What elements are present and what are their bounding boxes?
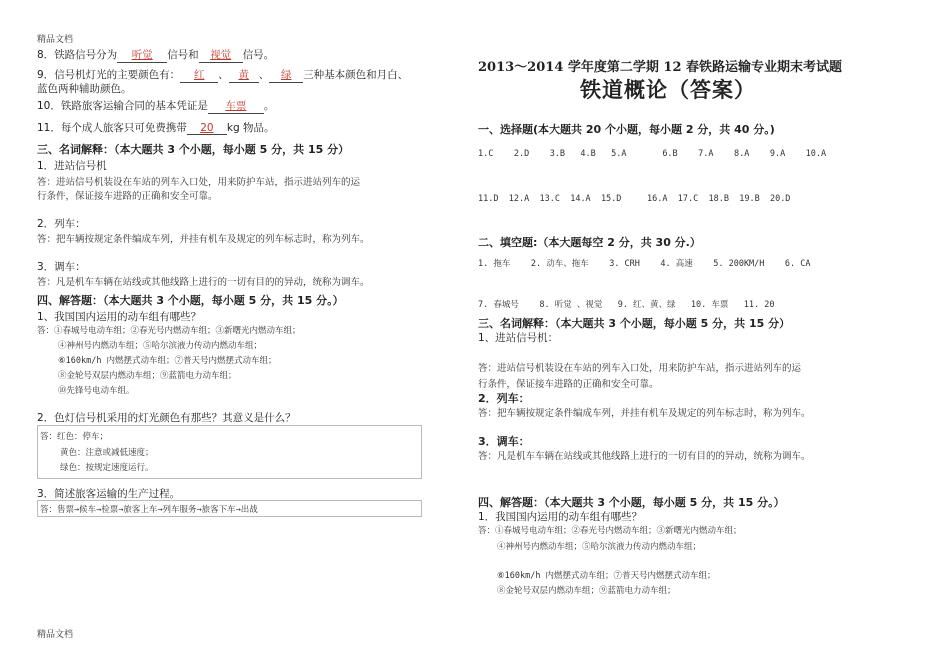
left-term-3-title: 3．调车： xyxy=(37,261,86,273)
q11-number: 11． xyxy=(37,122,61,134)
q8-text: 铁路信号分为 xyxy=(54,49,118,61)
left-solve-1-line: ④神州号内燃动车组；⑤哈尔滨液力传动内燃动车组； xyxy=(58,341,263,351)
right-solve-1-line: ④神州号内燃动车组；⑤哈尔滨液力传动内燃动车组； xyxy=(497,542,702,552)
choice-answer: 11.D xyxy=(478,194,499,204)
choice-answer: 16.A xyxy=(647,194,668,204)
exam-title: 2013～2014 学年度第二学期 12 春铁路运输专业期末考试题 xyxy=(478,60,843,75)
choice-answer: 12.A xyxy=(508,194,530,204)
left-solve-3-title: 3．简述旅客运输的生产过程。 xyxy=(37,488,181,500)
choice-answer: 8.A xyxy=(734,149,750,159)
left-q10 xyxy=(37,98,274,114)
left-term-2-answer: 答：把车辆按规定条件编成车列，并挂有机车及规定的列车标志时，称为列车。 xyxy=(37,234,370,245)
right-section-3: 三、名词解释：（本大题共 3 个小题，每小题 5 分，共 15 分） xyxy=(478,317,791,330)
right-solve-1-line: ⑧金轮号双层内燃动车组；⑨蓝箭电力动车组； xyxy=(497,586,676,596)
left-term-1-title: 1．进站信号机 xyxy=(37,160,107,172)
fill-answer: 7. 春城号 xyxy=(478,300,519,310)
choice-answer: 13.C xyxy=(539,194,560,204)
left-term-1-answer-1: 答：进站信号机装设在车站的列车入口处，用来防护车站，指示进站列车的运 xyxy=(37,177,361,188)
right-term-3-title: 3．调车： xyxy=(478,435,530,448)
choice-answer: 3.B xyxy=(549,149,566,159)
fill-answer: 2. 动车、拖车 xyxy=(530,259,589,269)
page-title: 铁道概论（答案） xyxy=(580,78,756,102)
choice-answer: 6.B xyxy=(662,149,678,159)
header-label: 精品文档 xyxy=(37,35,74,45)
q11-answer: 20 xyxy=(200,122,214,134)
left-solve-1-line: ⑥160km/h 内燃摆式动车组；⑦普天号内燃摆式动车组； xyxy=(58,356,277,366)
q9-answer-3: 绿 xyxy=(280,69,292,81)
left-q11 xyxy=(37,120,274,135)
q11-end: kg 物品。 xyxy=(226,122,275,134)
choice-answer: 14.A xyxy=(570,194,591,204)
right-term-1-answer-1: 答：进站信号机装设在车站的列车入口处，用来防护车站，指示进站列车的运 xyxy=(478,363,802,374)
q9-answer-1: 红 xyxy=(193,69,205,81)
right-section-4: 四、解答题：（本大题共 3 个小题，每小题 5 分，共 15 分。） xyxy=(478,496,785,509)
choice-answer: 1.C xyxy=(478,149,494,159)
q9-sep: 、 xyxy=(218,69,229,81)
left-solve-3-answer: 答：售票→候车→检票→旅客上车→列车服务→旅客下车→出战 xyxy=(40,505,258,515)
right-term-1-answer-2: 行条件，保证接车进路的正确和安全可靠。 xyxy=(478,379,659,390)
right-solve-1-line: 答：①春城号电动车组；②春光号内燃动车组；③新曙光内燃动车组； xyxy=(478,526,742,536)
left-term-1-answer-2: 行条件，保证接车进路的正确和安全可靠。 xyxy=(37,191,218,202)
left-solve-1-line: 答：①春城号电动车组；②春光号内燃动车组；③新曙光内燃动车组； xyxy=(37,326,301,336)
q11-text: 每个成人旅客只可免费携带 xyxy=(60,122,187,134)
q8-answer-1: 听觉 xyxy=(131,49,153,61)
right-solve-1-title: 1．我国国内运用的动车组有哪些？ xyxy=(478,511,643,523)
left-section-3: 三、名词解释：（本大题共 3 个小题，每小题 5 分，共 15 分） xyxy=(37,143,350,156)
q10-answer: 车票 xyxy=(225,100,247,112)
left-term-2-title: 2．列车： xyxy=(37,218,86,230)
choice-answer: 17.C xyxy=(677,194,699,204)
q8-number: 8． xyxy=(37,49,55,61)
q9-text: 信号机灯光的主要颜色有： xyxy=(54,69,181,81)
choice-row-1 xyxy=(478,149,826,159)
choice-answer: 4.B xyxy=(580,149,596,159)
fill-row-1 xyxy=(478,257,811,269)
fill-answer: 3. CRH xyxy=(609,259,640,269)
fill-answer: 6. CA xyxy=(784,259,811,269)
left-solve-1-title: 1、我国国内运用的动车组有哪些？ xyxy=(37,311,202,323)
choice-answer: 19.B xyxy=(739,194,760,204)
left-solve-3-answer-box xyxy=(37,500,422,517)
left-term-3-answer: 答：凡是机车车辆在站线或其他线路上进行的一切有目的的异动，统称为调车。 xyxy=(37,277,370,288)
fill-answer: 8. 听觉 、视觉 xyxy=(539,300,603,310)
q10-end: 。 xyxy=(263,100,275,112)
fill-answer: 10. 车票 xyxy=(690,300,729,310)
choice-answer: 20.D xyxy=(769,194,791,204)
choice-answer: 5.A xyxy=(611,149,627,159)
q9-end: 三种基本颜色和月白、 xyxy=(303,69,409,81)
left-solve-1-line: ⑩先锋号电动车组。 xyxy=(58,386,135,396)
choice-answer: 10.A xyxy=(805,149,827,159)
left-solve-2-title: 2．色灯信号机采用的灯光颜色有那些？其意义是什么？ xyxy=(37,412,296,424)
q9-number: 9． xyxy=(37,69,55,81)
q9-answer-2: 黄 xyxy=(238,69,249,81)
left-solve-1-line: ⑧金轮号双层内燃动车组；⑨蓝箭电力动车组； xyxy=(58,371,237,381)
left-solve-2-line: 绿色：按规定速度运行。 xyxy=(60,463,154,473)
choice-answer: 18.B xyxy=(708,194,729,204)
left-section-4: 四、解答题：（本大题共 3 个小题，每小题 5 分，共 15 分。） xyxy=(37,294,344,307)
right-section-2: 二、填空题:（本大题每空 2 分，共 30 分.） xyxy=(478,236,701,249)
left-q8 xyxy=(37,47,274,63)
fill-row-2 xyxy=(478,298,774,310)
choice-answer: 9.A xyxy=(769,149,786,159)
fill-answer: 1. 拖车 xyxy=(478,259,511,269)
fill-answer: 5. 200KM/H xyxy=(713,259,765,269)
fill-answer: 9. 红、黄、绿 xyxy=(617,300,676,310)
right-term-2-answer: 答：把车辆按规定条件编成车列，并挂有机车及规定的列车标志时，称为列车。 xyxy=(478,408,811,419)
right-term-2-title: 2．列车： xyxy=(478,392,530,405)
footer-label: 精品文档 xyxy=(37,630,74,640)
choice-row-2 xyxy=(478,194,790,204)
q9-sep: 、 xyxy=(258,69,270,81)
q10-text: 铁路旅客运输合同的基本凭证是 xyxy=(60,100,208,112)
right-term-1-title: 1、进站信号机： xyxy=(478,332,559,344)
choice-answer: 2.D xyxy=(513,149,530,159)
q8-answer-2: 视觉 xyxy=(210,49,232,61)
fill-answer: 11. 20 xyxy=(743,300,775,310)
left-solve-2-answer-box xyxy=(37,425,422,479)
q10-number: 10． xyxy=(37,100,61,112)
q9-line2: 蓝色两种辅助颜色。 xyxy=(37,83,132,95)
q8-mid: 信号和 xyxy=(167,49,199,61)
right-term-3-answer: 答：凡是机车车辆在站线或其他线路上进行的一切有目的的异动，统称为调车。 xyxy=(478,451,811,462)
q8-end: 信号。 xyxy=(242,49,275,61)
choice-answer: 7.A xyxy=(698,149,714,159)
choice-answer: 15.D xyxy=(600,194,622,204)
left-solve-2-line: 答：红色：停车； xyxy=(40,432,109,442)
right-section-1: 一、选择题(本大题共 20 个小题，每小题 2 分，共 40 分。) xyxy=(478,123,775,136)
right-solve-1-line: ⑥160km/h 内燃摆式动车组；⑦普天号内燃摆式动车组； xyxy=(497,571,716,581)
left-solve-2-line: 黄色：注意或减低速度； xyxy=(60,448,154,458)
fill-answer: 4. 高速 xyxy=(660,259,693,269)
